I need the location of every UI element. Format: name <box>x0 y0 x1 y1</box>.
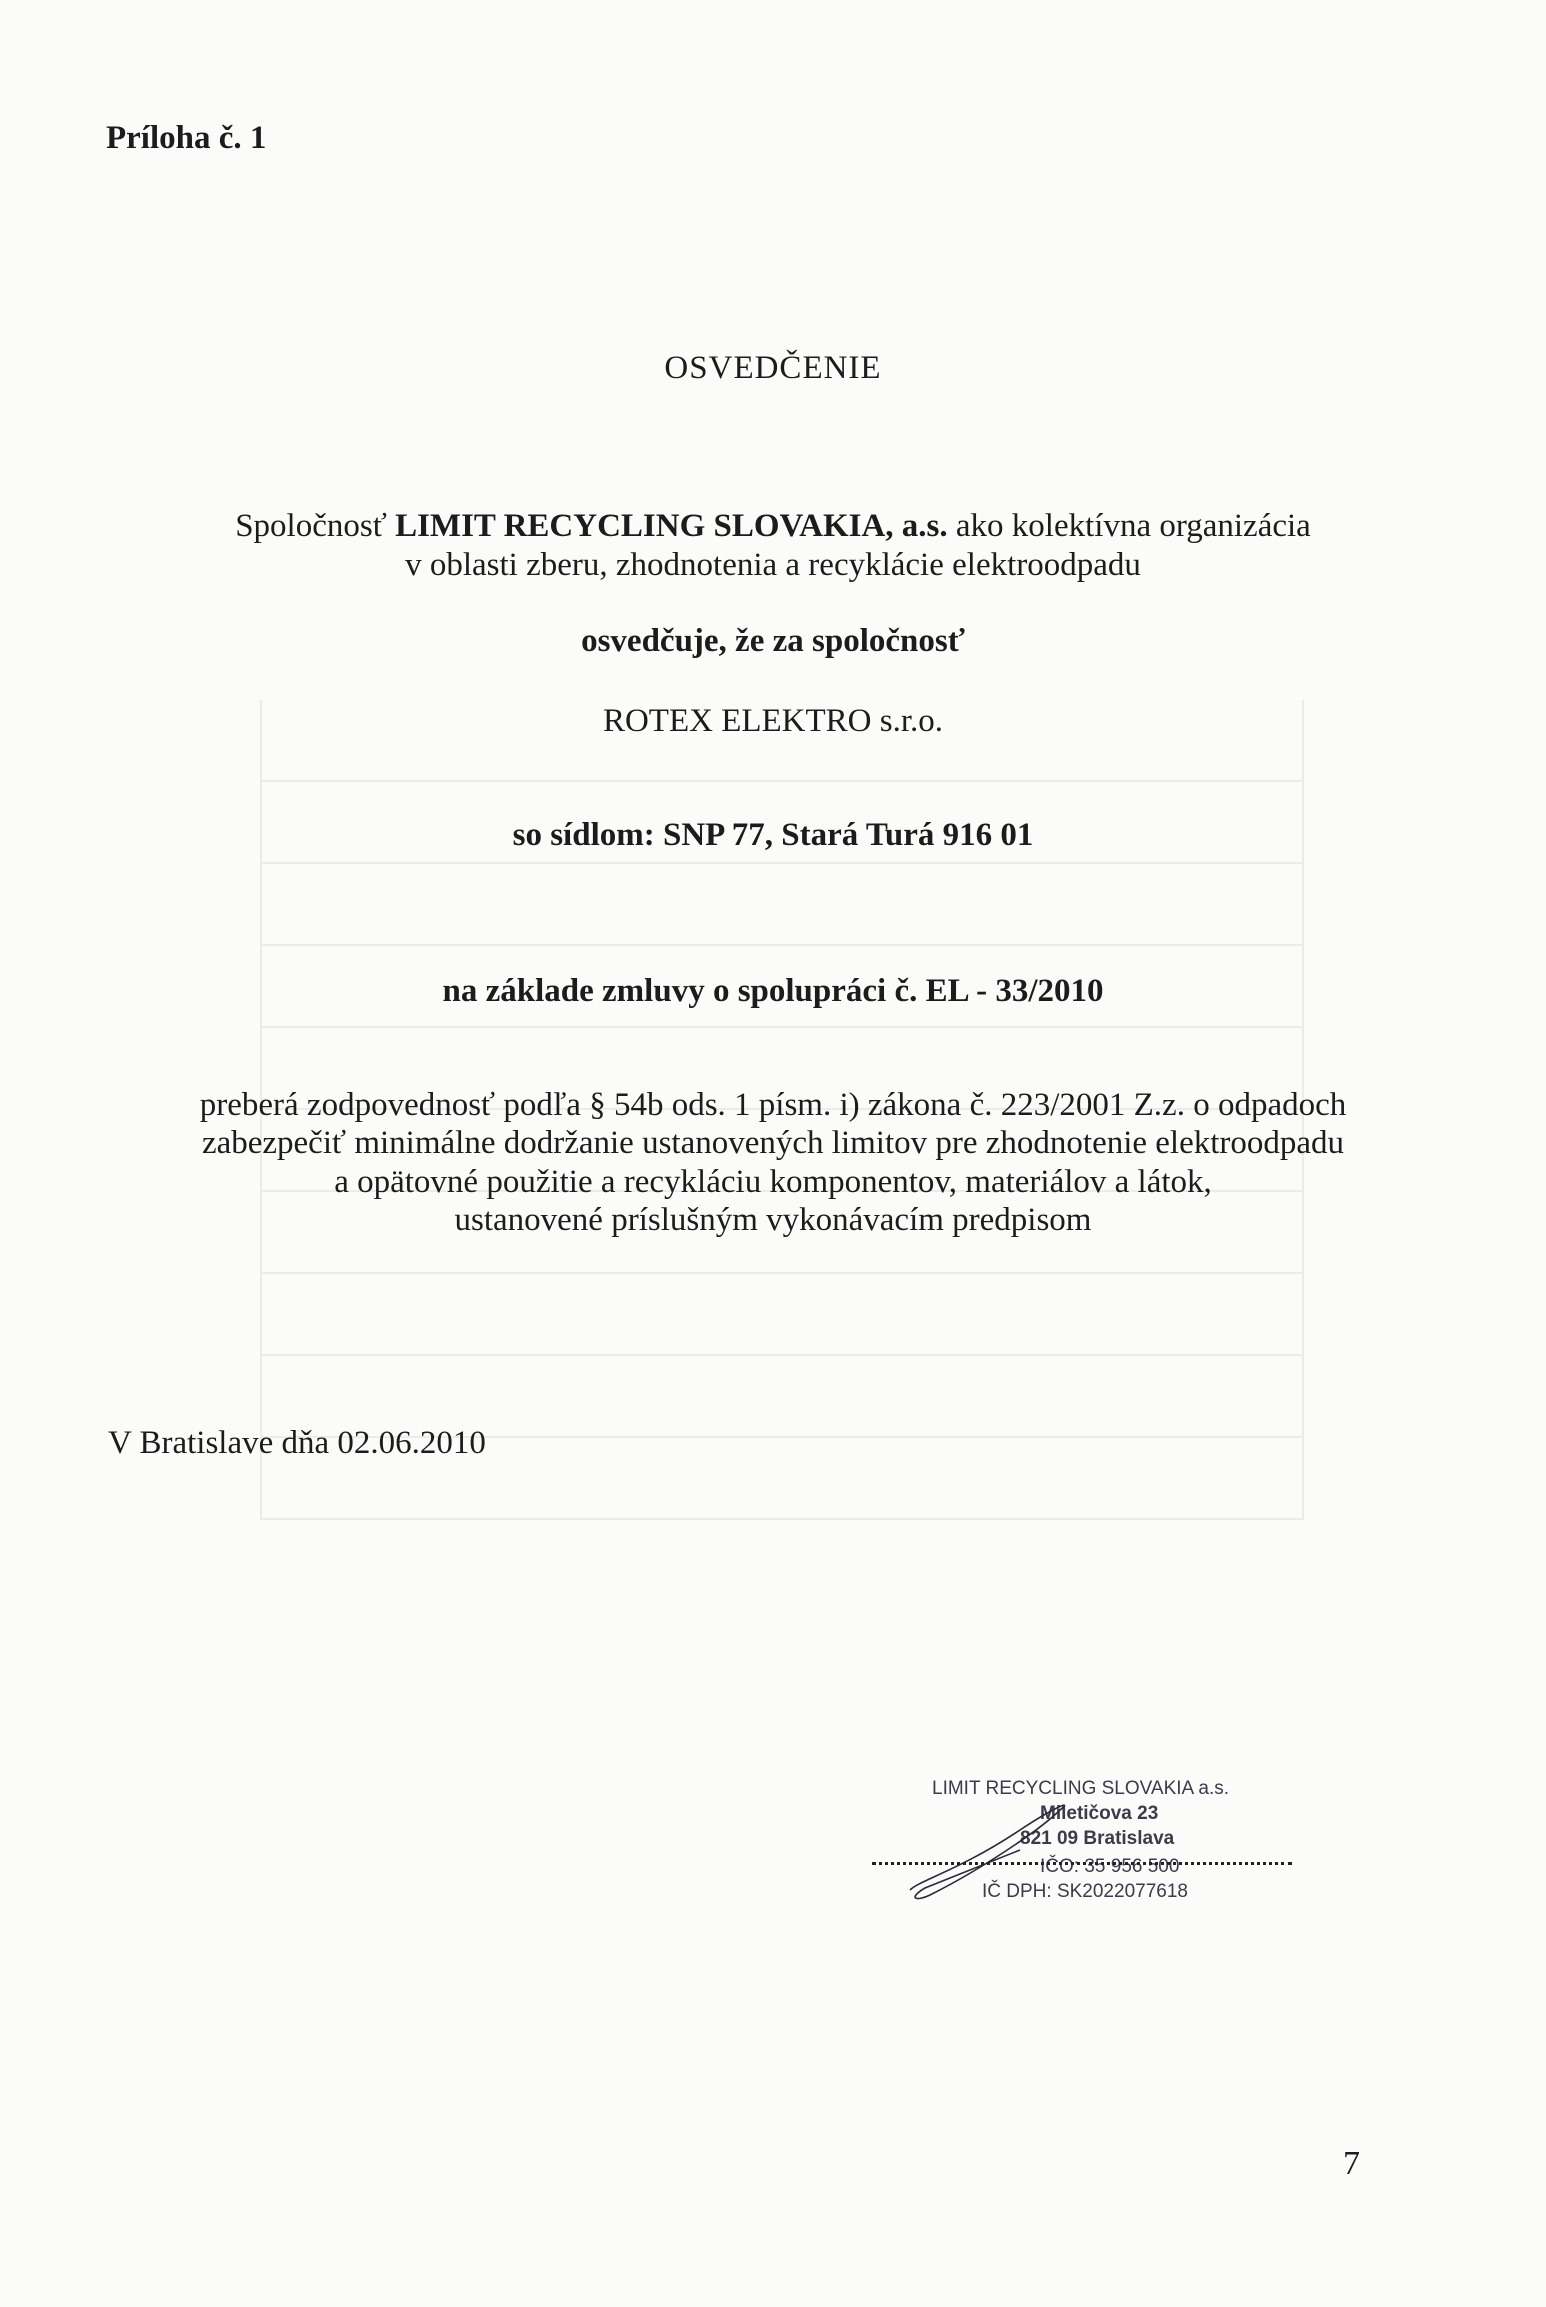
contract-reference: na základe zmluvy o spolupráci č. EL - 33/2010 <box>442 973 1104 1009</box>
responsibility-line-2: zabezpečiť minimálne dodržanie ustanovených limitov pre zhodnotenie elektroodpadu <box>201 1125 1345 1161</box>
place-and-date: V Bratislave dňa 02.06.2010 <box>108 1425 486 1461</box>
intro-line-1 <box>0 508 1546 545</box>
page-number: 7 <box>1343 2145 1360 2182</box>
stamp-street: Miletičova 23 <box>1040 1803 1159 1824</box>
responsibility-line-3: a opätovné použitie a recykláciu komponentov, materiálov a látok, <box>334 1164 1212 1200</box>
stamp-ico: IČO: 35 956 500 <box>1040 1856 1180 1877</box>
responsibility-line-4: ustanovené príslušným vykonávacím predpisom <box>454 1202 1092 1238</box>
stamp-company: LIMIT RECYCLING SLOVAKIA a.s. <box>932 1778 1230 1799</box>
client-name: ROTEX ELEKTRO s.r.o. <box>602 703 944 739</box>
intro-suffix: ako kolektívna organizácia <box>955 508 1311 544</box>
company-name: LIMIT RECYCLING SLOVAKIA, a.s. <box>395 508 948 544</box>
intro-line-2: v oblasti zberu, zhodnotenia a recyklácie elektroodpadu <box>405 547 1141 583</box>
intro-prefix: Spoločnosť <box>235 508 387 544</box>
client-seat: so sídlom: SNP 77, Stará Turá 916 01 <box>512 817 1034 853</box>
signature-scribble <box>900 1790 1100 1910</box>
signature-line <box>872 1862 1292 1865</box>
attachment-label: Príloha č. 1 <box>106 120 267 156</box>
document-title: OSVEDČENIE <box>664 350 882 386</box>
stamp-city: 821 09 Bratislava <box>1020 1828 1175 1849</box>
responsibility-line-1: preberá zodpovednosť podľa § 54b ods. 1 písm. i) zákona č. 223/2001 Z.z. o odpadoch <box>199 1087 1347 1123</box>
stamp-dic: IČ DPH: SK2022077618 <box>982 1881 1188 1902</box>
certifies-line: osvedčuje, že za spoločnosť <box>581 623 965 659</box>
